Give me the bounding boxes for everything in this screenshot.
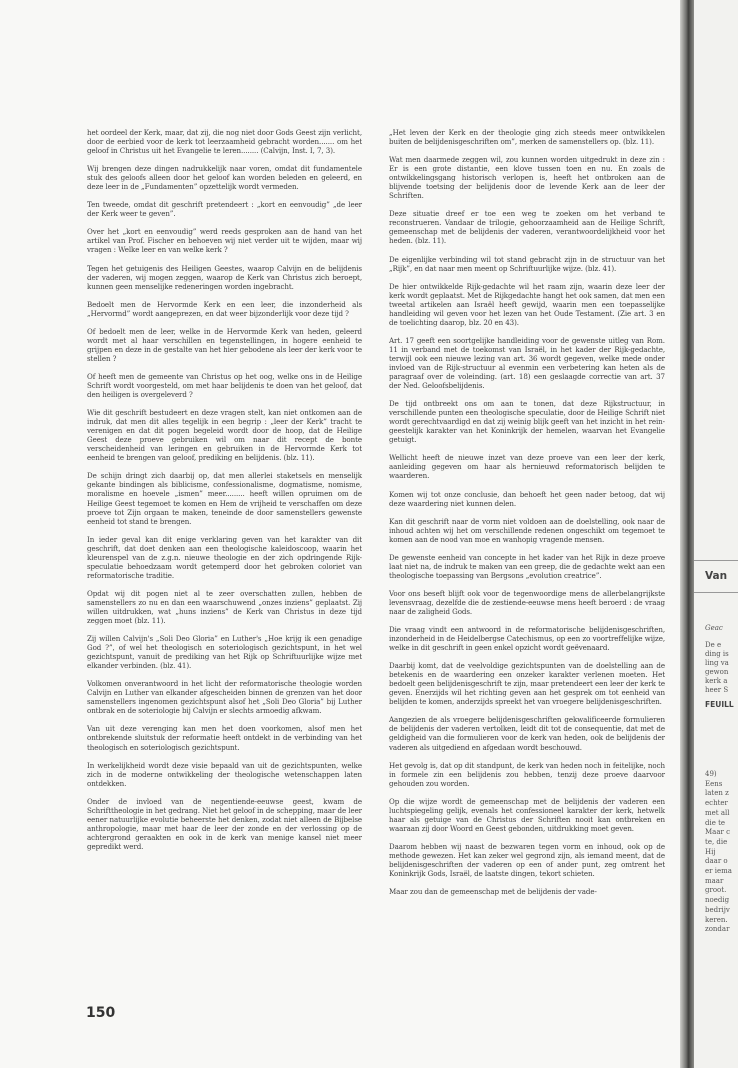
adjacent-page-line: De e — [705, 641, 722, 649]
paragraph: Zij willen Calvijn's „Soli Deo Gloria” en Luther's „Hoe krijg ik een genadige God ?”, of wel het theologisch en soteriologisch gezichtspunt, in het wel gezichtspunt, vanuit de prediking van het Rijk op Schriftuurlijke wijze met elkander verbinden. (blz. 41). — [87, 634, 362, 671]
adjacent-page-line: heer S — [705, 686, 729, 694]
paragraph: Art. 17 geeft een soortgelijke handleiding voor de gewenste uitleg van Rom. 11 in verband met de toekomst van Israël, in het kader der Rijk-gedachte, terwijl ook een nieuwe lezing van art. 36 wordt gegeven, welke mede onder invloed van de Rijk-structuur al evenmin een verbetering kan heten als de paragraaf over de voleinding. (art. 18) een geslaagde correctie van art. 37 der Ned. Geloofsbelijdenis. — [389, 335, 665, 391]
paragraph: De tijd ontbreekt ons om aan te tonen, dat deze Rijkstructuur, in verschillende punten een theologische speculatie, door de Heilige Schrift niet wordt gerechtvaardigd en dat zij weinig blijk geeft van het inzicht in het rein-geestelijk karakter van het Koninkrijk der hemelen, waarvan het Evangelie getuigt. — [389, 399, 665, 445]
adjacent-page-line: bedrijv — [705, 905, 730, 914]
adjacent-page-line: er iema — [705, 867, 732, 876]
adjacent-page-section: FEUILL — [705, 700, 734, 709]
paragraph: Onder de invloed van de negentiende-eeuwse geest, kwam de Schrifttheologie in het gedrang. Niet het geloof in de schepping, maar de leer eener natuurlijke evolutie beheerste het denken, zodat niet alleen de Bijbelse anthropologie, maar met haar de leer der zonde en der verlossing op de achtergrond geraakten en ook in de kerk van menige kansel niet meer gepredikt werd. — [87, 796, 362, 851]
paragraph: Opdat wij dit pogen niet al te zeer overschatten zullen, hebben de samenstellers zo nu en dan een waarschuwend „onzes inziens” geplaatst. Zij willen uitdrukken, wat „huns inziens” de Kerk van Christus in deze tijd zeggen moet (blz. 11). — [87, 588, 362, 626]
adjacent-page-line: noedig — [705, 896, 730, 905]
adjacent-page-line: laten z — [705, 789, 729, 798]
paragraph: Tegen het getuigenis des Heiligen Geestes, waarop Calvijn en de belijdenis der vaderen, wij mogen zeggen, waarop de Kerk van Christus zich beroept, kunnen geen menselijke redeneringen worden ingebracht. — [87, 263, 362, 291]
paragraph: Die vraag vindt een antwoord in de reformatorische belijdenisgeschriften, inzonderheid in de Heidelbergse Catechismus, op een zo voortreffelijke wijze, welke in dit geschrift in geen enkel opzicht wordt geëvenaard. — [389, 625, 665, 653]
paragraph: Volkomen onverantwoord in het licht der reformatorische theologie worden Calvijn en Luther van elkander afgescheiden binnen de grenzen van het door samenstellers ingenomen gezichtspunt alsof het „Soli Deo Gloria” bij Luther ontbrak en de soteriologie bij Calvijn er slechts armoedig afkwam. — [87, 679, 362, 716]
paragraph: Aangezien de als vroegere belijdenisgeschriften gekwalificeerde formulieren de belijdenis der vaderen vertolken, leidt dit tot de consequentie, dat met de geldigheid van die formulieren voor de kerk van heden, ook de belijdenis der vaderen als uitgediend en afgedaan wordt beschouwd. — [389, 715, 665, 752]
adjacent-page-line: met all — [705, 808, 730, 817]
adjacent-page-line: Hij — [705, 847, 716, 856]
right-text-column — [389, 128, 665, 905]
paragraph: De gewenste eenheid van concepte in het kader van het Rijk in deze proeve laat niet na, de indruk te maken van een greep, die de gedachte wekt aan een theologische toepassing van Bergsons „evolution creatrice”. — [389, 552, 665, 580]
page-number: 150 — [86, 1005, 116, 1021]
paragraph: Of heeft men de gemeente van Christus op het oog, welke ons in de Heilige Schrift wordt voorgesteld, om met haar belijdenis te doen van het geloof, dat den heiligen is overgeleverd ? — [87, 371, 362, 400]
left-text-column — [87, 128, 362, 860]
adjacent-page-line: maar — [705, 876, 724, 885]
adjacent-page-line: gewon — [705, 668, 729, 676]
paragraph: Maar zou dan de gemeenschap met de belijdenis der vade- — [389, 887, 597, 897]
adjacent-page — [694, 0, 738, 1068]
adjacent-page-lines-a — [705, 641, 729, 695]
adjacent-page-line: die te — [705, 818, 726, 827]
paragraph: Deze situatie dreef er toe een weg te zoeken om het verband te reconstrueren. Vandaar de trilogie, gehoorzaamheid aan de Heilige Schrift, gemeenschap met de belijdenis der vaderen, verantwoordelijkheid voor het heden. (blz. 11). — [389, 209, 665, 246]
paragraph: „Het leven der Kerk en der theologie ging zich steeds meer ontwikkelen buiten de belijdenisgeschriften om”, merken de samenstellers op. (blz. 11). — [389, 128, 665, 147]
paragraph: Bedoelt men de Hervormde Kerk en een leer, die inzonderheid als „Hervormd” wordt aangeprezen, en dat weer bijzonderlijk voor deze tijd ? — [87, 299, 362, 318]
adjacent-page-rule-top — [694, 560, 738, 561]
paragraph: In ieder geval kan dit enige verklaring geven van het karakter van dit geschrift, dat doet denken aan een theologische kaleidoscoop, waarin het kleurenspel van de z.g.n. nieuwe theologie en der zich opdringende Rijk-speculatie behoedzaam wordt getemperd door het gebroken coloriet van reformatorische traditie. — [87, 534, 362, 580]
paragraph: Komen wij tot onze conclusie, dan behoeft het geen nader betoog, dat wij deze waardering niet kunnen delen. — [389, 489, 665, 508]
adjacent-page-line: ding is — [705, 650, 729, 658]
paragraph: Het gevolg is, dat op dit standpunt, de kerk van heden noch in feitelijke, noch in formele zin een belijdenis zou hebben, tenzij deze proeve daarvoor gehouden zou worden. — [389, 760, 665, 788]
paragraph: Daarom hebben wij naast de bezwaren tegen vorm en inhoud, ook op de methode gewezen. Het kan zeker wel gegrond zijn, als iemand meent, dat de belijdenisgeschriften der vaderen op een of ander punt, zeg omtrent het Koninkrijk Gods, Israël, de laatste dingen, tekort schieten. — [389, 841, 665, 879]
adjacent-page-line: kerk a — [705, 677, 728, 685]
paragraph: Van uit deze verenging kan men het doen voorkomen, alsof men het ontbrekende sluitstuk der reformatie heeft ontdekt in de verbinding van het theologisch en soteriologisch gezichtspunt. — [87, 724, 362, 752]
adjacent-page-line: zondar — [705, 925, 730, 934]
adjacent-page-line: Eens — [705, 779, 723, 788]
adjacent-page-title: Van — [705, 570, 728, 582]
paragraph: In werkelijkheid wordt deze visie bepaald van uit de gezichtspunten, welke zich in de moderne ontwikkeling der theologische wetenschappen laten ontdekken. — [87, 760, 362, 788]
paragraph: Wellicht heeft de nieuwe inzet van deze proeve van een leer der kerk, aanleiding gegeven om haar als hernieuwd reformatorisch belijden te waarderen. — [389, 453, 665, 481]
adjacent-page-line: daar o — [705, 857, 728, 866]
paragraph: Op die wijze wordt de gemeenschap met de belijdenis der vaderen een luchtspiegeling gelijk, evenals het confessioneel karakter der kerk, hetwelk haar als getuige van de Christus der Schriften nooit kan ontbreken en waaraan zij door Woord en Geest gebonden, uitdrukking moet geven. — [389, 796, 665, 833]
adjacent-page-lines-b — [705, 770, 732, 935]
paragraph: Of bedoelt men de leer, welke in de Hervormde Kerk van heden, geleerd wordt met al haar verschillen en tegenstellingen, in hogere eenheid te grijpen en deze in de gestalte van het hier gebodene als leer der kerk voor te stellen ? — [87, 326, 362, 363]
paragraph: Daarbij komt, dat de veelvoldige gezichtspunten van de doelstelling aan de betekenis en de waardering een onzeker karakter verlenen moeten. Het bedoelt geen belijdenisgeschrift te zijn, maar pretendeert een leer der kerk te geven. Enerzijds wil het richting geven aan het gesprek om tot eenheid van belijden te komen, anderzijds spreekt het van vroegere belijdenisgeschriften. — [389, 661, 665, 707]
adjacent-page-line: 49) — [705, 770, 717, 778]
paragraph: De eigenlijke verbinding wil tot stand gebracht zijn in de structuur van het „Rijk”, en dat naar men meent op Schriftuurlijke wijze. (blz. 41). — [389, 254, 665, 273]
paragraph: Wij brengen deze dingen nadrukkelijk naar voren, omdat dit fundamentele stuk des geloofs alleen door het geloof kan worden beleden en geleerd, en deze leer in de „Fundamenten” opzettelijk wordt vermeden. — [87, 164, 362, 192]
paragraph: Over het „kort en eenvoudig” werd reeds gesproken aan de hand van het artikel van Prof. Fischer en behoeven wij niet verder uit te wijden, maar wij vragen : Welke leer en van welke kerk ? — [87, 227, 362, 255]
book-gutter — [680, 0, 694, 1068]
paragraph: De schijn dringt zich daarbij op, dat men allerlei staketsels en menselijk gekante bindingen als biblicisme, confessionalisme, dogmatisme, nomisme, moralisme en hoevele „ismen” meer......... heeft willen opruimen om de Heilige Geest tegemoet te komen en Hem de vrijheid te verschaffen om deze proeve tot Zijn orgaan te maken, teneinde de door samenstellers gewenste eenheid tot stand te brengen. — [87, 471, 362, 526]
paragraph: Ten tweede, omdat dit geschrift pretendeert : „kort en eenvoudig” „de leer der Kerk weer te geven”. — [87, 200, 362, 219]
adjacent-page-line: groot. — [705, 886, 727, 895]
paragraph: Kan dit geschrift naar de vorm niet voldoen aan de doelstelling, ook naar de inhoud achten wij het om verschillende redenen ongeschikt om tegemoet te komen aan de nood van moe en wanhopig vragende mensen. — [389, 516, 665, 544]
paragraph: Wat men daarmede zeggen wil, zou kunnen worden uitgedrukt in deze zin : Er is een grote distantie, een klove tussen toen en nu. En zoals de ontwikkelingsgang historisch verlopen is, heeft het ontbroken aan de blijvende toetsing der belijdenis door de levende Kerk aan de leer der Schriften. — [389, 155, 665, 201]
paragraph: Voor ons beseft blijft ook voor de tegenwoordige mens de allerbelangrijkste levensvraag, dezelfde die de zestiende-eeuwse mens heeft beroerd : de vraag naar de zaligheid Gods. — [389, 588, 665, 616]
paragraph: De hier ontwikkelde Rijk-gedachte wil het raam zijn, waarin deze leer der kerk wordt geplaatst. Met de Rijkgedachte hangt het ook samen, dat men een tweetal artikelen aan Israël heeft gewijd, waarin men een toepasselijke handleiding wil geven voor het lezen van het Oude Testament. (Zie art. 3 en de toelichting daarop, blz. 20 en 43). — [389, 281, 665, 327]
adjacent-page-line: te, die — [705, 837, 728, 846]
adjacent-page-rule-mid — [694, 592, 738, 593]
adjacent-page-line: keren. — [705, 915, 728, 924]
adjacent-page-line: ling va — [705, 659, 729, 667]
adjacent-page-line: echter — [705, 799, 728, 808]
adjacent-page-line: Maar c — [705, 828, 731, 837]
paragraph: het oordeel der Kerk, maar, dat zij, die nog niet door Gods Geest zijn verlicht, door de eerbied voor de kerk tot leerzaamheid gebracht worden....... om het geloof in Christus uit het Evangelie te leren........ (Calvijn, Inst. I, 7, 3). — [87, 128, 362, 156]
paragraph: Wie dit geschrift bestudeert en deze vragen stelt, kan niet ontkomen aan de indruk, dat men dit alles tegelijk in een begrip : „leer der Kerk” tracht te verenigen en dat dit pogen begeleid wordt door de hoop, dat de Heilige Geest deze proeve gebruiken wil om naar dit recept de bonte verscheidenheid van leringen en gebruiken in de Hervormde Kerk tot eenheid te brengen van geloof, prediking en belijdenis. (blz. 11). — [87, 408, 362, 463]
adjacent-page-subtitle: Geac — [705, 624, 723, 632]
